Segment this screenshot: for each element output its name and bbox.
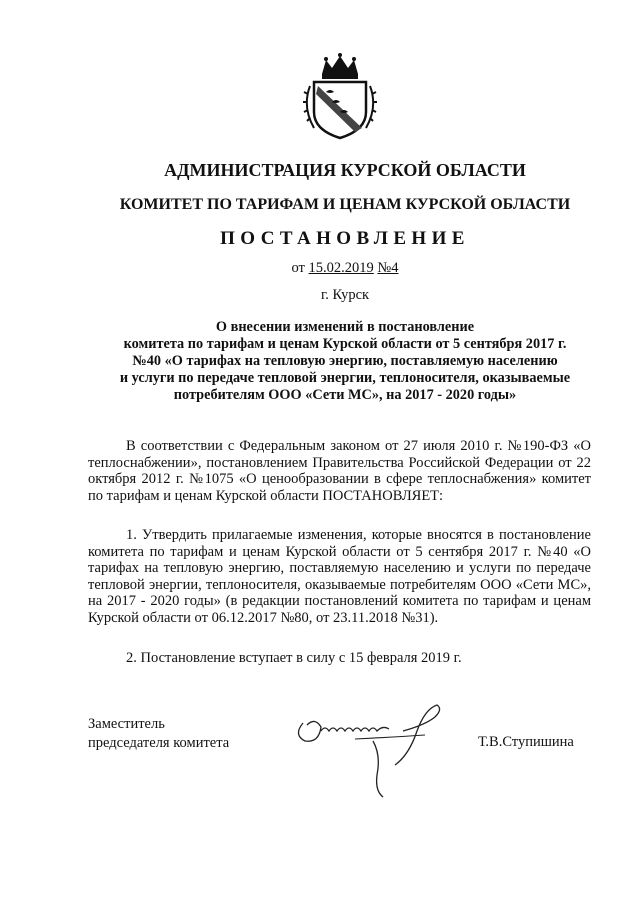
signatory-title-line-1: Заместитель [88, 716, 165, 732]
date-prefix: от [291, 260, 305, 276]
document-subject [80, 319, 610, 404]
signatory-name: Т.В.Ступишина [478, 734, 574, 750]
coat-of-arms-icon [300, 52, 380, 142]
body-paragraph-item-2: 2. Постановление вступает в силу с 15 февраля 2019 г. [126, 650, 462, 666]
subject-line: потребителям ООО «Сети МС», на 2017 - 2020 годы» [173, 387, 517, 403]
body-paragraph-preamble: В соответствии с Федеральным законом от 27 июля 2010 г. №190-ФЗ «О теплоснабжении», постановлением Правительства Российской Федерации от 22 октября 2012 г. №1075 «О ценообразовании в сфере теплоснабжения» комитет по тарифам и ценам Курской области ПОСТАНОВЛЯЕТ: [88, 438, 591, 504]
subject-line: и услуги по передаче тепловой энергии, теплоносителя, оказываемые [119, 370, 571, 386]
date-line [60, 260, 630, 277]
handwritten-signature [285, 695, 465, 805]
subject-line: О внесении изменений в постановление [215, 319, 475, 335]
body-paragraph-item-1: 1. Утвердить прилагаемые изменения, которые вносятся в постановление комитета по тарифам и ценам Курской области от 5 сентября 2017 г. №40 «О тарифах на тепловую энергию, поставляемую населению и услуги по передаче тепловой энергии, теплоносителя, оказываемые потребителям ООО «Сети МС», на 2017 - 2020 годы» (в редакции постановлений комитета по тарифам и ценам Курской области от 06.12.2017 №80, от 23.11.2018 №31). [88, 527, 591, 626]
document-type: ПОСТАНОВЛЕНИЕ [220, 228, 470, 249]
city: г. Курск [320, 287, 370, 303]
signatory-title-line-2: председателя комитета [88, 735, 230, 751]
committee-title: КОМИТЕТ ПО ТАРИФАМ И ЦЕНАМ КУРСКОЙ ОБЛАСТИ [119, 196, 571, 213]
signatory-title [88, 715, 229, 753]
subject-line: комитета по тарифам и ценам Курской области от 5 сентября 2017 г. [123, 336, 567, 352]
document-number: №4 [377, 260, 399, 276]
document-date: 15.02.2019 [308, 260, 374, 276]
subject-line: №40 «О тарифах на тепловую энергию, поставляемую населению [132, 353, 558, 369]
organization-title: АДМИНИСТРАЦИЯ КУРСКОЙ ОБЛАСТИ [164, 160, 526, 180]
